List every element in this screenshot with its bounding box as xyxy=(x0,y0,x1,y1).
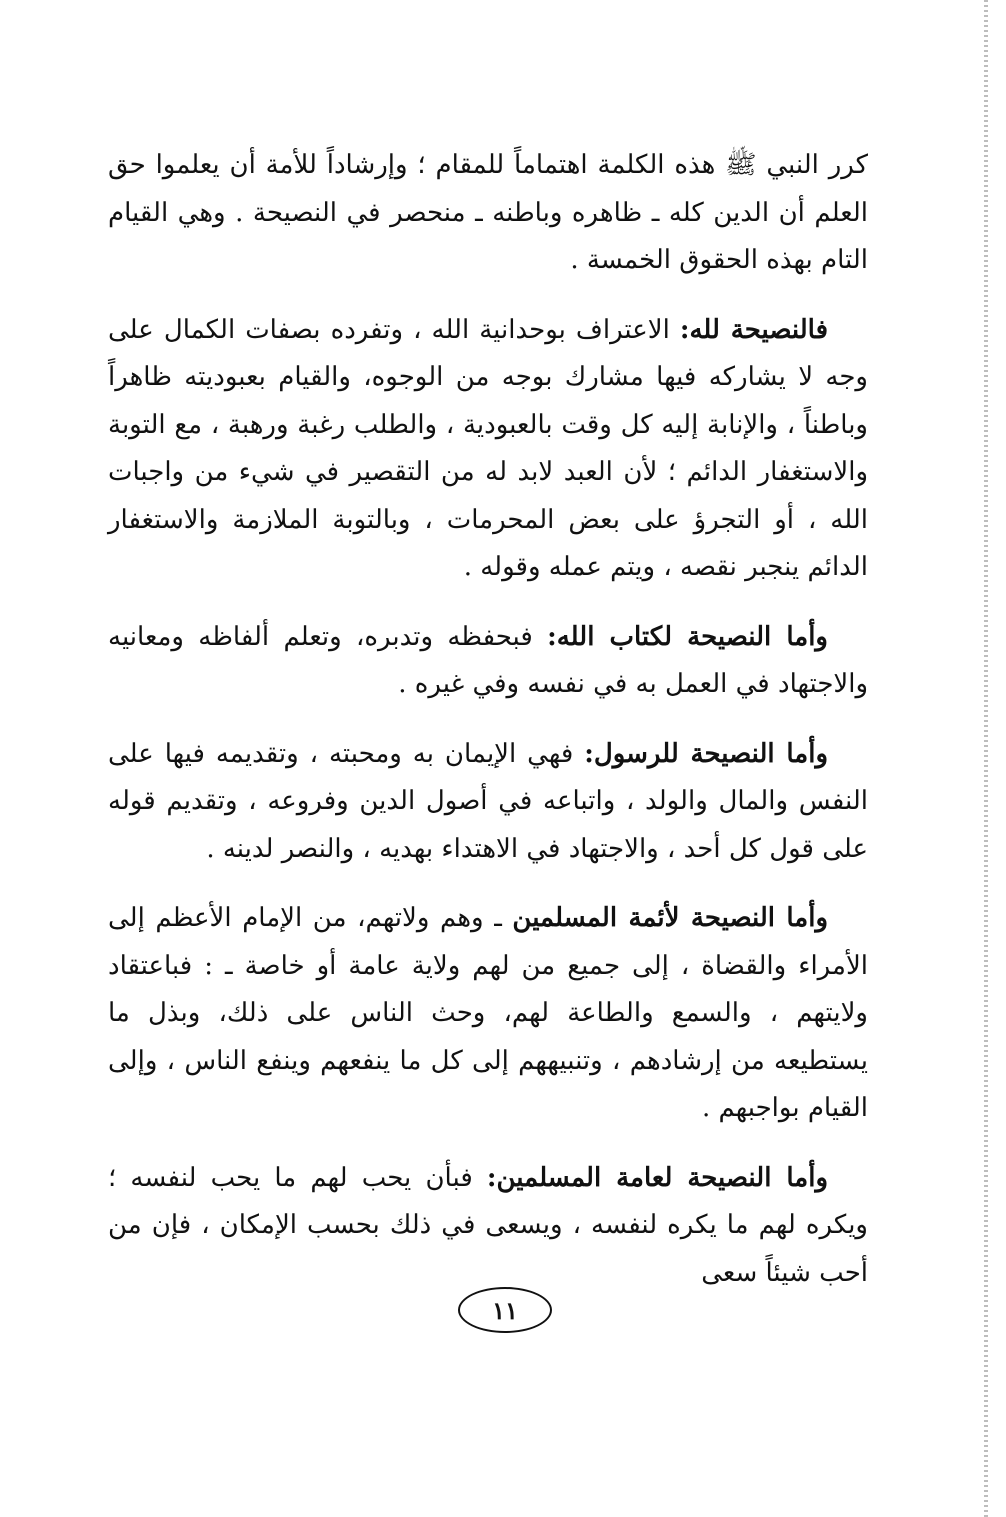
paragraph-lead: وأما النصيحة لعامة المسلمين: xyxy=(486,1162,829,1193)
paragraph-lead: وأما النصيحة لكتاب الله: xyxy=(547,621,828,652)
paragraph-intro xyxy=(108,142,868,285)
paragraph-nasiha-allah xyxy=(108,307,868,592)
paragraph-text: كرر النبي ﷺ هذه الكلمة اهتماماً للمقام ؛ وإرشاداً للأمة أن يعلموا حق العلم أن الدين كله ـ ظاهره وباطنه ـ منحصر في النصيحة . وهي القيام التام بهذه الحقوق الخمسة . xyxy=(108,150,869,275)
paragraph-nasiha-rasul xyxy=(108,731,868,874)
paragraph-lead: وأما النصيحة لأئمة المسلمين xyxy=(512,903,828,933)
paragraph-nasiha-aimma xyxy=(108,895,868,1133)
paragraph-text: ـ وهم ولاتهم، من الإمام الأعظم إلى الأمراء والقضاة ، إلى جميع من لهم ولاية عامة أو خاصة ـ : فباعتقاد ولايتهم ، والسمع والطاعة لهم، وحث الناس على ذلك، وبذل ما يستطيعه من إرشادهم ، وتنبيههم إلى كل ما ينفعهم وينفع الناس ، وإلى القيام بواجبهم . xyxy=(108,903,868,1123)
paragraph-nasiha-amma xyxy=(108,1155,868,1298)
paragraph-lead: فالنصيحة لله: xyxy=(679,314,828,345)
paragraph-text: الاعتراف بوحدانية الله ، وتفرده بصفات الكمال على وجه لا يشاركه فيها مشارك بوجه من الوجوه، والقيام بعبوديته ظاهراً وباطناً ، والإنابة إليه كل وقت بالعبودية ، والطلب رغبة ورهبة ، مع التوبة والاستغفار الدائم ؛ لأن العبد لابد له من التقصير في شيء من واجبات الله ، أو التجرؤ على بعض المحرمات ، وبالتوبة الملازمة والاستغفار الدائم ينجبر نقصه ، ويتم عمله وقوله . xyxy=(108,314,868,582)
paragraph-text: فهي الإيمان به ومحبته ، وتقديمه فيها على النفس والمال والولد ، واتباعه في أصول الدين وفروعه ، وتقديم قوله على قول كل أحد ، والاجتهاد في الاهتداء بهديه ، والنصر لدينه . xyxy=(108,738,868,864)
paragraph-lead: وأما النصيحة للرسول: xyxy=(584,738,828,769)
paragraph-nasiha-kitab xyxy=(108,614,868,709)
paragraph-text: فبحفظه وتدبره، وتعلم ألفاظه ومعانيه والاجتهاد في العمل به في نفسه وفي غيره . xyxy=(108,621,868,699)
page-edge-binding xyxy=(984,0,988,1517)
page-number: ١١ xyxy=(458,1287,552,1333)
paragraph-text: فبأن يحب لهم ما يحب لنفسه ؛ ويكره لهم ما يكره لنفسه ، ويسعى في ذلك بحسب الإمكان ، فإن من أحب شيئاً سعى xyxy=(108,1162,868,1288)
page-body xyxy=(108,142,868,1319)
